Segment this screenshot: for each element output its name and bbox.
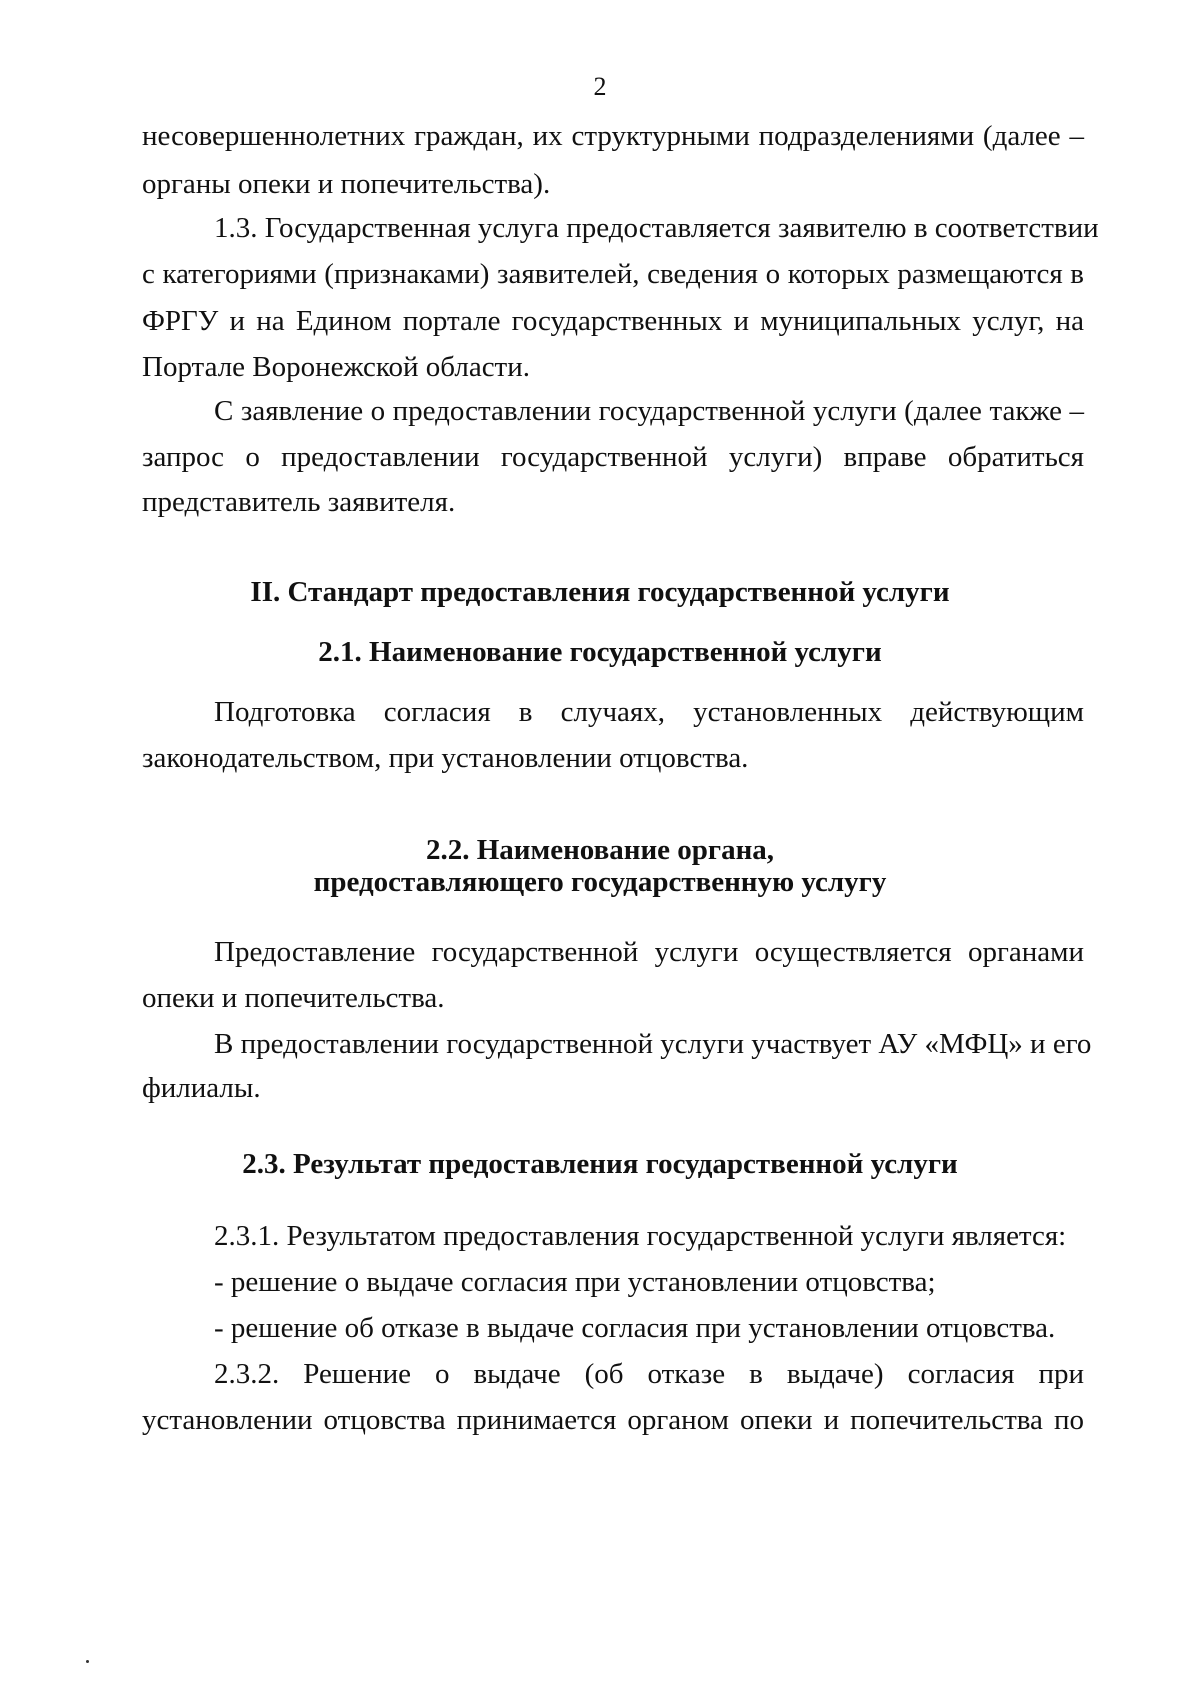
paragraph-line: представитель заявителя. [142,486,456,518]
paragraph-line: С заявление о предоставлении государственной услуги (далее также – [214,395,1084,427]
paragraph-line: 2.3.1. Результатом предоставления государственной услуги является: [214,1220,1067,1252]
paragraph-line: 1.3. Государственная услуга предоставляется заявителю в соответствии [214,212,1099,244]
paragraph-line: Портале Воронежской области. [142,351,531,383]
paragraph-line: органы опеки и попечительства). [142,168,551,200]
paragraph-line: с категориями (признаками) заявителей, сведения о которых размещаются в [142,258,1084,290]
subsection-heading: предоставляющего государственную услугу [313,866,887,898]
paragraph-line: опеки и попечительства. [142,982,445,1014]
section-heading: II. Стандарт предоставления государственной услуги [250,576,950,608]
paragraph-line: филиалы. [142,1072,261,1104]
subsection-heading: 2.2. Наименование органа, [425,834,775,866]
subsection-heading: 2.1. Наименование государственной услуги [318,636,882,668]
paragraph-line: ФРГУ и на Едином портале государственных и муниципальных услуг, на [142,305,1084,337]
scan-speck [86,1660,89,1663]
page-number: 2 [593,72,607,101]
list-item: - решение о выдаче согласия при установлении отцовства; [214,1266,936,1298]
subsection-heading: 2.3. Результат предоставления государственной услуги [242,1148,958,1180]
paragraph-line: законодательством, при установлении отцовства. [142,742,749,774]
paragraph-line: В предоставлении государственной услуги участвует АУ «МФЦ» и его [214,1028,1092,1060]
list-item: - решение об отказе в выдаче согласия при установлении отцовства. [214,1312,1056,1344]
paragraph-line: 2.3.2. Решение о выдаче (об отказе в выдаче) согласия при [214,1358,1084,1390]
paragraph-line: установлении отцовства принимается органом опеки и попечительства по [142,1404,1084,1436]
paragraph-line: запрос о предоставлении государственной услуги) вправе обратиться [142,441,1084,473]
paragraph-line: несовершеннолетних граждан, их структурными подразделениями (далее – [142,120,1084,152]
paragraph-line: Предоставление государственной услуги осуществляется органами [214,936,1084,968]
paragraph-line: Подготовка согласия в случаях, установленных действующим [214,696,1084,728]
